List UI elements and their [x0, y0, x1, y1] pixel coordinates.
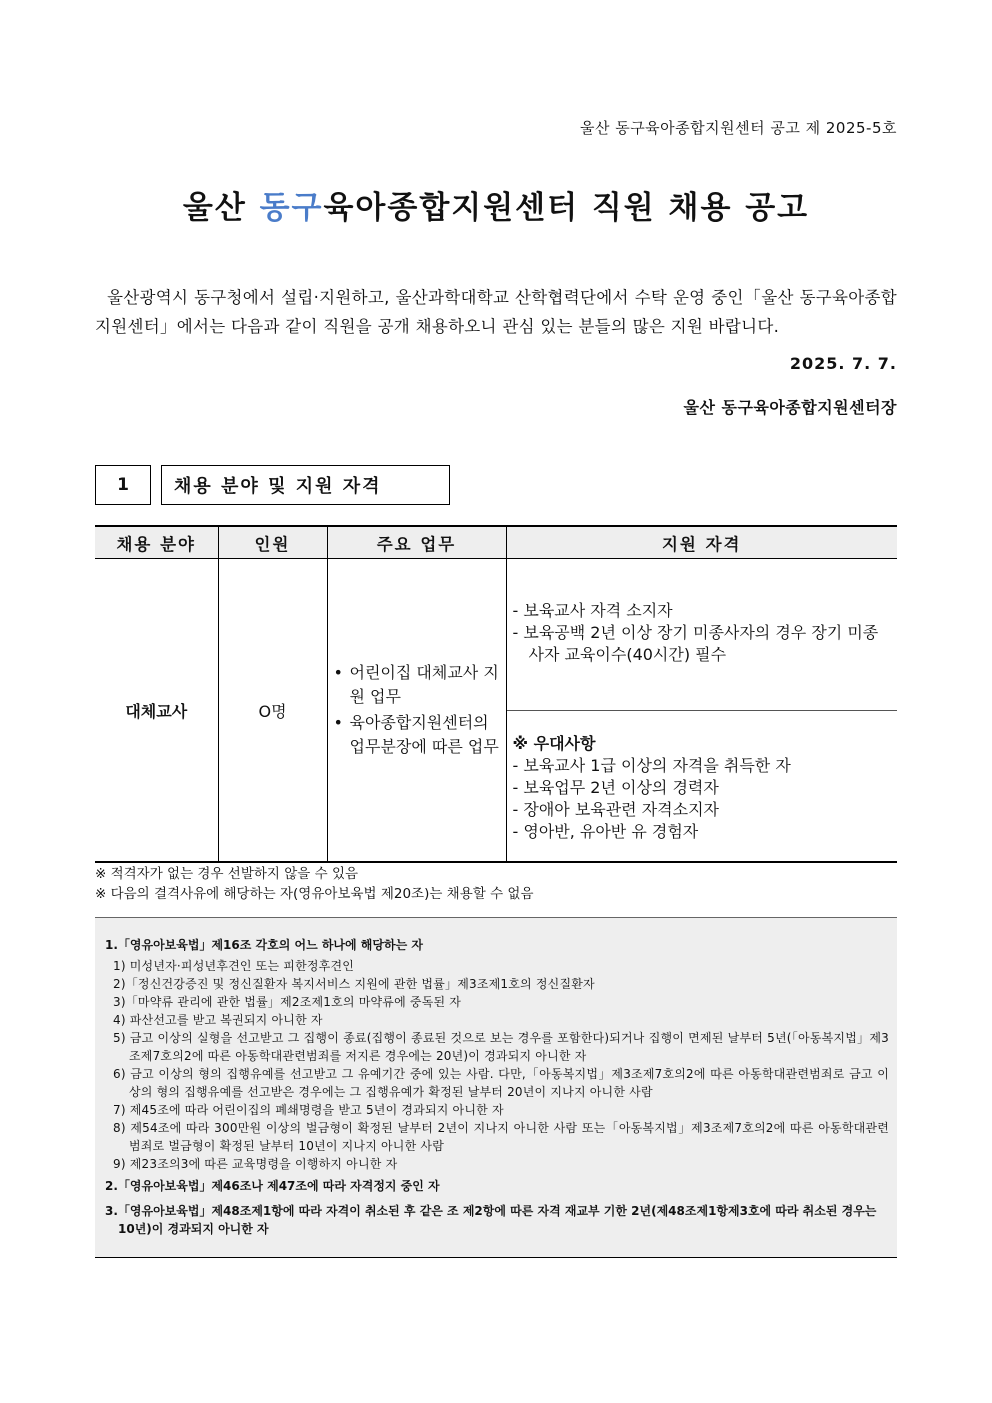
preference-item: - 장애아 보육관련 자격소지자 — [512, 800, 720, 819]
section-number: 1 — [95, 465, 151, 505]
disqualification-item-3: 3.「영유아보육법」제48조제1항에 따라 자격이 취소된 후 같은 조 제2항에 따른 자격 재교부 기한 2년(제48조제1항제3호에 따라 취소된 경우는 10년)이 경과되지 아니한 자 — [105, 1204, 877, 1236]
disqualification-sub: 4) 파산선고를 받고 복권되지 아니한 자 — [113, 1013, 323, 1027]
intro-text: 울산광역시 동구청에서 설립·지원하고, 울산과학대학교 산학협력단에서 수탁 운영 중인「울산 동구육아종합지원센터」에서는 다음과 같이 직원을 공개 채용하오니 관심 있는 분들의 많은 지원 바랍니다. — [95, 288, 897, 336]
disqualification-sub: 7) 제45조에 따라 어린이집의 폐쇄명령을 받고 5년이 경과되지 아니한 자 — [113, 1103, 504, 1117]
table-notes — [95, 864, 534, 904]
title-suffix: 육아종합지원센터 직원 채용 공고 — [323, 190, 810, 226]
recruitment-table — [95, 525, 897, 863]
disqualification-item-2: 2.「영유아보육법」제46조나 제47조에 따라 자격정지 중인 자 — [105, 1179, 440, 1193]
preference-item: - 영아반, 유아반 유 경험자 — [512, 822, 699, 841]
duty-item: • 어린이집 대체교사 지원 업무 — [334, 661, 506, 709]
preference-item: - 보육교사 1급 이상의 자격을 취득한 자 — [512, 756, 791, 775]
qualification-item: - 보육교사 자격 소지자 — [512, 601, 673, 620]
page-title — [0, 182, 992, 227]
disqualification-sub: 8) 제54조에 따라 300만원 이상의 벌금형이 확정된 날부터 2년이 지나지 아니한 사람 또는「아동복지법」제3조제7호의2에 따른 아동학대관련범죄로 벌금형이 확정된 날부터 10년이 지나지 아니한 사람 — [113, 1121, 889, 1153]
duty-item: • 육아종합지원센터의 업무분장에 따른 업무 — [334, 711, 506, 759]
title-highlight: 동구 — [259, 190, 324, 226]
disqualification-sub: 1) 미성년자·피성년후견인 또는 피한정후견인 — [113, 959, 355, 973]
disqualification-item-1: 1.「영유아보육법」제16조 각호의 어느 하나에 해당하는 자 — [105, 938, 423, 952]
table-row — [95, 559, 897, 863]
count-cell: O명 — [218, 559, 327, 863]
disqualification-sub: 3)「마약류 관리에 관한 법률」제2조제1호의 마약류에 중독된 자 — [113, 995, 462, 1009]
preferences-heading: ※ 우대사항 — [512, 734, 596, 753]
disqualification-sub: 2)「정신건강증진 및 정신질환자 복지서비스 지원에 관한 법률」제3조제1호의 정신질환자 — [113, 977, 595, 991]
preference-item: - 보육업무 2년 이상의 경력자 — [512, 778, 719, 797]
qualifications-block — [507, 559, 898, 711]
header-duties: 주요 업무 — [327, 526, 506, 559]
intro-paragraph — [95, 283, 897, 341]
disqualification-sub: 6) 금고 이상의 형의 집행유예를 선고받고 그 유예기간 중에 있는 사람. 다만,「아동복지법」제3조제7호의2에 따른 아동학대관련범죄로 금고 이상의 형의 집행유예를 선고받은 경우에는 그 집행유예가 확정된 날부터 20년이 지나지 아니한 사람 — [113, 1067, 889, 1099]
field-cell: 대체교사 — [95, 559, 218, 863]
header-field: 채용 분야 — [95, 526, 218, 559]
notice-number: 울산 동구육아종합지원센터 공고 제 2025-5호 — [579, 119, 897, 137]
qualifications-cell — [506, 559, 897, 863]
duties-list — [328, 661, 506, 759]
header-qualifications: 지원 자격 — [506, 526, 897, 559]
preferences-block — [507, 711, 898, 861]
signer: 울산 동구육아종합지원센터장 — [683, 398, 897, 417]
disqualification-sub: 5) 금고 이상의 실형을 선고받고 그 집행이 종료(집행이 종료된 것으로 보는 경우를 포함한다)되거나 집행이 면제된 날부터 5년(「아동복지법」제3조제7호의2에 따른 아동학대관련범죄를 저지른 경우에는 20년)이 경과되지 아니한 자 — [113, 1031, 889, 1063]
title-prefix: 울산 — [182, 190, 260, 226]
header-count: 인원 — [218, 526, 327, 559]
notice-date: 2025. 7. 7. — [789, 354, 897, 373]
note-item: ※ 다음의 결격사유에 해당하는 자(영유아보육법 제20조)는 채용할 수 없음 — [95, 886, 534, 902]
section-title: 채용 분야 및 지원 자격 — [161, 465, 450, 505]
note-item: ※ 적격자가 없는 경우 선발하지 않을 수 있음 — [95, 866, 359, 882]
duties-cell — [327, 559, 506, 863]
disqualification-box — [95, 917, 897, 1258]
qualification-item: - 보육공백 2년 이상 장기 미종사자의 경우 장기 미종사자 교육이수(40시간) 필수 — [512, 623, 879, 664]
table-header-row — [95, 526, 897, 559]
disqualification-sub: 9) 제23조의3에 따른 교육명령을 이행하지 아니한 자 — [113, 1157, 398, 1171]
